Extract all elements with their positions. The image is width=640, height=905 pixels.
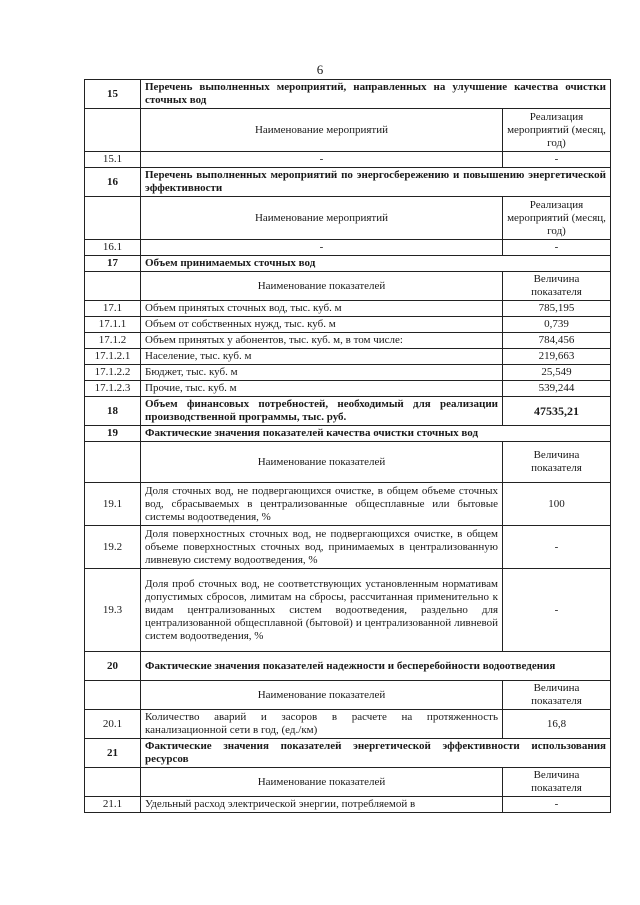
section-title: Объем финансовых потребностей, необходимый для реализации производственной программы, тыс. руб. <box>141 397 503 426</box>
section-18-row <box>85 397 611 426</box>
row-value: 784,456 <box>503 333 611 349</box>
row-name: Удельный расход электрической энергии, потребляемой в <box>141 797 503 813</box>
row-name: Объем от собственных нужд, тыс. куб. м <box>141 317 503 333</box>
column-header-value: Величина показателя <box>503 681 611 710</box>
section-title: Перечень выполненных мероприятий, направленных на улучшение качества очистки сточных вод <box>141 80 611 109</box>
table-row <box>85 381 611 397</box>
row-number: 21.1 <box>85 797 141 813</box>
column-header-row <box>85 681 611 710</box>
empty-cell <box>85 197 141 240</box>
table-row <box>85 333 611 349</box>
table-row <box>85 240 611 256</box>
column-header-row <box>85 768 611 797</box>
row-value: 25,549 <box>503 365 611 381</box>
empty-cell <box>85 109 141 152</box>
page-number: 6 <box>316 62 324 77</box>
column-header-value: Величина показателя <box>503 272 611 301</box>
column-header-row <box>85 272 611 301</box>
column-header-name: Наименование показателей <box>141 442 503 483</box>
table-row <box>85 526 611 569</box>
column-header-name: Наименование показателей <box>141 768 503 797</box>
column-header-value: Величина показателя <box>503 768 611 797</box>
section-number: 19 <box>85 426 141 442</box>
financial-needs-value: 47535,21 <box>503 397 611 426</box>
column-header-name: Наименование показателей <box>141 272 503 301</box>
row-number: 19.1 <box>85 483 141 526</box>
section-number: 18 <box>85 397 141 426</box>
row-name: - <box>141 240 503 256</box>
row-name: Доля проб сточных вод, не соответствующих установленным нормативам допустимых сбросов, лимитам на сбросы, рассчитанная применительно к видам централизованных систем водоотведения, раздельно для централизованной общесплавной (бытовой) и централизованной ливневой систем водоотведения, % <box>141 569 503 652</box>
row-name: Доля сточных вод, не подвергающихся очистке, в общем объеме сточных вод, сбрасываемых в централизованные общесплавные или бытовые системы водоотведения, % <box>141 483 503 526</box>
row-number: 15.1 <box>85 152 141 168</box>
table-row <box>85 569 611 652</box>
row-number: 17.1.2 <box>85 333 141 349</box>
empty-cell <box>85 442 141 483</box>
section-16-header <box>85 168 611 197</box>
section-title: Перечень выполненных мероприятий по энергосбережению и повышению энергетической эффективности <box>141 168 611 197</box>
row-number: 20.1 <box>85 710 141 739</box>
section-number: 17 <box>85 256 141 272</box>
column-header-name: Наименование мероприятий <box>141 109 503 152</box>
row-value: 539,244 <box>503 381 611 397</box>
section-number: 15 <box>85 80 141 109</box>
row-value: 16,8 <box>503 710 611 739</box>
table-row <box>85 710 611 739</box>
row-value: 0,739 <box>503 317 611 333</box>
row-value: 100 <box>503 483 611 526</box>
row-number: 17.1.1 <box>85 317 141 333</box>
table-row <box>85 365 611 381</box>
row-number: 16.1 <box>85 240 141 256</box>
section-number: 21 <box>85 739 141 768</box>
row-name: Объем принятых у абонентов, тыс. куб. м, в том числе: <box>141 333 503 349</box>
column-header-row <box>85 197 611 240</box>
table-row <box>85 317 611 333</box>
column-header-row <box>85 442 611 483</box>
column-header-row <box>85 109 611 152</box>
column-header-value: Реализация мероприятий (месяц, год) <box>503 109 611 152</box>
section-title: Фактические значения показателей надежности и бесперебойности водоотведения <box>141 652 611 681</box>
row-number: 19.2 <box>85 526 141 569</box>
row-value: 219,663 <box>503 349 611 365</box>
table-row <box>85 301 611 317</box>
section-17-header <box>85 256 611 272</box>
table-row <box>85 349 611 365</box>
row-number: 17.1 <box>85 301 141 317</box>
row-number: 17.1.2.3 <box>85 381 141 397</box>
section-number: 16 <box>85 168 141 197</box>
column-header-name: Наименование показателей <box>141 681 503 710</box>
section-19-header <box>85 426 611 442</box>
empty-cell <box>85 272 141 301</box>
empty-cell <box>85 681 141 710</box>
section-title: Объем принимаемых сточных вод <box>141 256 611 272</box>
row-value: 785,195 <box>503 301 611 317</box>
section-number: 20 <box>85 652 141 681</box>
row-name: Население, тыс. куб. м <box>141 349 503 365</box>
row-number: 19.3 <box>85 569 141 652</box>
section-title: Фактические значения показателей энергетической эффективности использования ресурсов <box>141 739 611 768</box>
column-header-value: Величина показателя <box>503 442 611 483</box>
empty-cell <box>85 768 141 797</box>
row-name: Бюджет, тыс. куб. м <box>141 365 503 381</box>
column-header-name: Наименование мероприятий <box>141 197 503 240</box>
row-name: - <box>141 152 503 168</box>
column-header-value: Реализация мероприятий (месяц, год) <box>503 197 611 240</box>
row-value: - <box>503 526 611 569</box>
section-20-header <box>85 652 611 681</box>
table-row <box>85 152 611 168</box>
row-value: - <box>503 152 611 168</box>
row-number: 17.1.2.1 <box>85 349 141 365</box>
row-value: - <box>503 569 611 652</box>
row-value: - <box>503 240 611 256</box>
section-title: Фактические значения показателей качества очистки сточных вод <box>141 426 611 442</box>
table-row <box>85 797 611 813</box>
section-21-header <box>85 739 611 768</box>
row-name: Объем принятых сточных вод, тыс. куб. м <box>141 301 503 317</box>
row-number: 17.1.2.2 <box>85 365 141 381</box>
table-row <box>85 483 611 526</box>
row-name: Доля поверхностных сточных вод, не подвергающихся очистке, в общем объеме поверхностных сточных вод, принимаемых в централизованную ливневую систему водоотведения, % <box>141 526 503 569</box>
row-name: Количество аварий и засоров в расчете на протяженность канализационной сети в год, (ед./км) <box>141 710 503 739</box>
row-value: - <box>503 797 611 813</box>
section-15-header <box>85 80 611 109</box>
row-name: Прочие, тыс. куб. м <box>141 381 503 397</box>
production-program-table <box>84 79 611 813</box>
